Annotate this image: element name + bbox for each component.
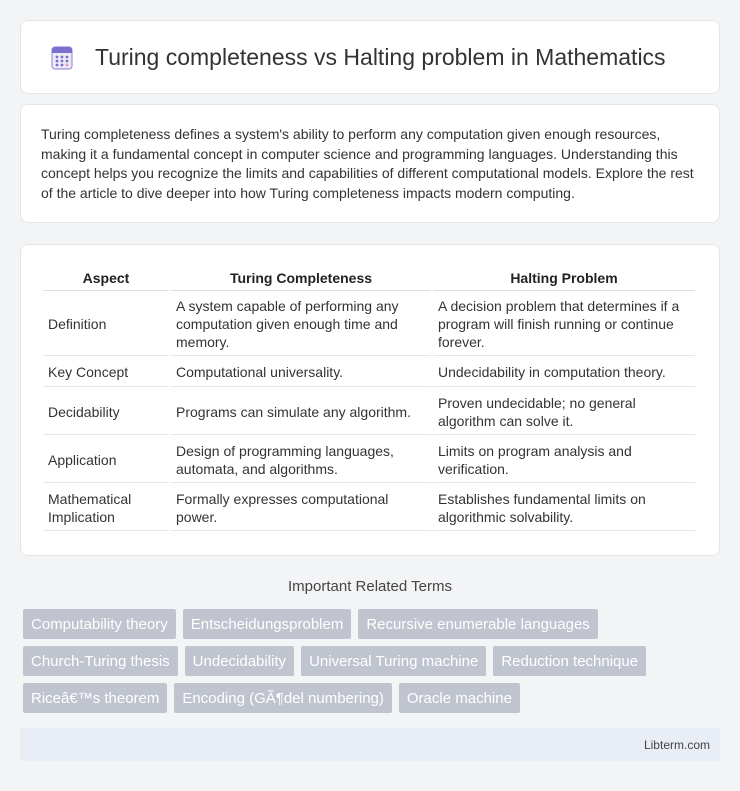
cell-turing: Design of programming languages, automata, and algorithms.: [171, 437, 431, 483]
tag-row: [23, 683, 723, 713]
cell-aspect: Application: [43, 437, 169, 483]
tag-encoding-godel-numbering[interactable]: Encoding (GÃ¶del numbering): [174, 683, 392, 713]
cell-halting: Proven undecidable; no general algorithm can solve it.: [433, 389, 695, 435]
tag-rices-theorem[interactable]: Riceâ€™s theorem: [23, 683, 167, 713]
tag-universal-turing-machine[interactable]: Universal Turing machine: [301, 646, 486, 676]
cell-aspect: Definition: [43, 293, 169, 356]
cell-halting: A decision problem that determines if a program will finish running or continue forever.: [433, 293, 695, 356]
cell-aspect: Key Concept: [43, 358, 169, 387]
table-row: [43, 389, 695, 435]
tag-entscheidungsproblem[interactable]: Entscheidungsproblem: [183, 609, 352, 639]
related-terms-list: [23, 609, 723, 720]
cell-turing: A system capable of performing any computation given enough time and memory.: [171, 293, 431, 356]
tag-row: [23, 609, 723, 639]
comparison-table: [41, 263, 697, 533]
tag-undecidability[interactable]: Undecidability: [185, 646, 294, 676]
cell-halting: Limits on program analysis and verification.: [433, 437, 695, 483]
table-row: [43, 358, 695, 387]
tag-oracle-machine[interactable]: Oracle machine: [399, 683, 520, 713]
cell-aspect: Decidability: [43, 389, 169, 435]
tag-church-turing-thesis[interactable]: Church-Turing thesis: [23, 646, 178, 676]
tag-recursive-enumerable-languages[interactable]: Recursive enumerable languages: [358, 609, 597, 639]
cell-turing: Formally expresses computational power.: [171, 485, 431, 531]
tag-reduction-technique[interactable]: Reduction technique: [493, 646, 646, 676]
footer: [20, 728, 720, 761]
related-terms-heading: Important Related Terms: [288, 578, 452, 595]
intro-paragraph: Turing completeness defines a system's ability to perform any computation given enough resources, making it a fundamental concept in computer science and programming languages. Understanding this concept helps you recognize the limits and capabilities of different computational models. Explore the rest of the article to dive deeper into how Turing completeness impacts modern computing.: [41, 126, 694, 201]
header-turing-completeness: Turing Completeness: [171, 265, 431, 291]
table-row: [43, 437, 695, 483]
header-halting-problem: Halting Problem: [433, 265, 695, 291]
footer-site-link[interactable]: Libterm.com: [643, 738, 710, 752]
cell-halting: Undecidability in computation theory.: [433, 358, 695, 387]
cell-turing: Computational universality.: [171, 358, 431, 387]
table-row: [43, 293, 695, 356]
cell-aspect: Mathematical Implication: [43, 485, 169, 531]
table-header-row: [43, 265, 695, 291]
title-card: [20, 20, 720, 94]
comparison-table-card: [20, 244, 720, 556]
intro-card: [20, 104, 720, 223]
calculator-icon: [49, 45, 75, 71]
cell-turing: Programs can simulate any algorithm.: [171, 389, 431, 435]
table-row: [43, 485, 695, 531]
tag-row: [23, 646, 723, 676]
cell-halting: Establishes fundamental limits on algorithmic solvability.: [433, 485, 695, 531]
header-aspect: Aspect: [43, 265, 169, 291]
tag-computability-theory[interactable]: Computability theory: [23, 609, 176, 639]
page-title: Turing completeness vs Halting problem in Mathematics: [95, 44, 666, 70]
